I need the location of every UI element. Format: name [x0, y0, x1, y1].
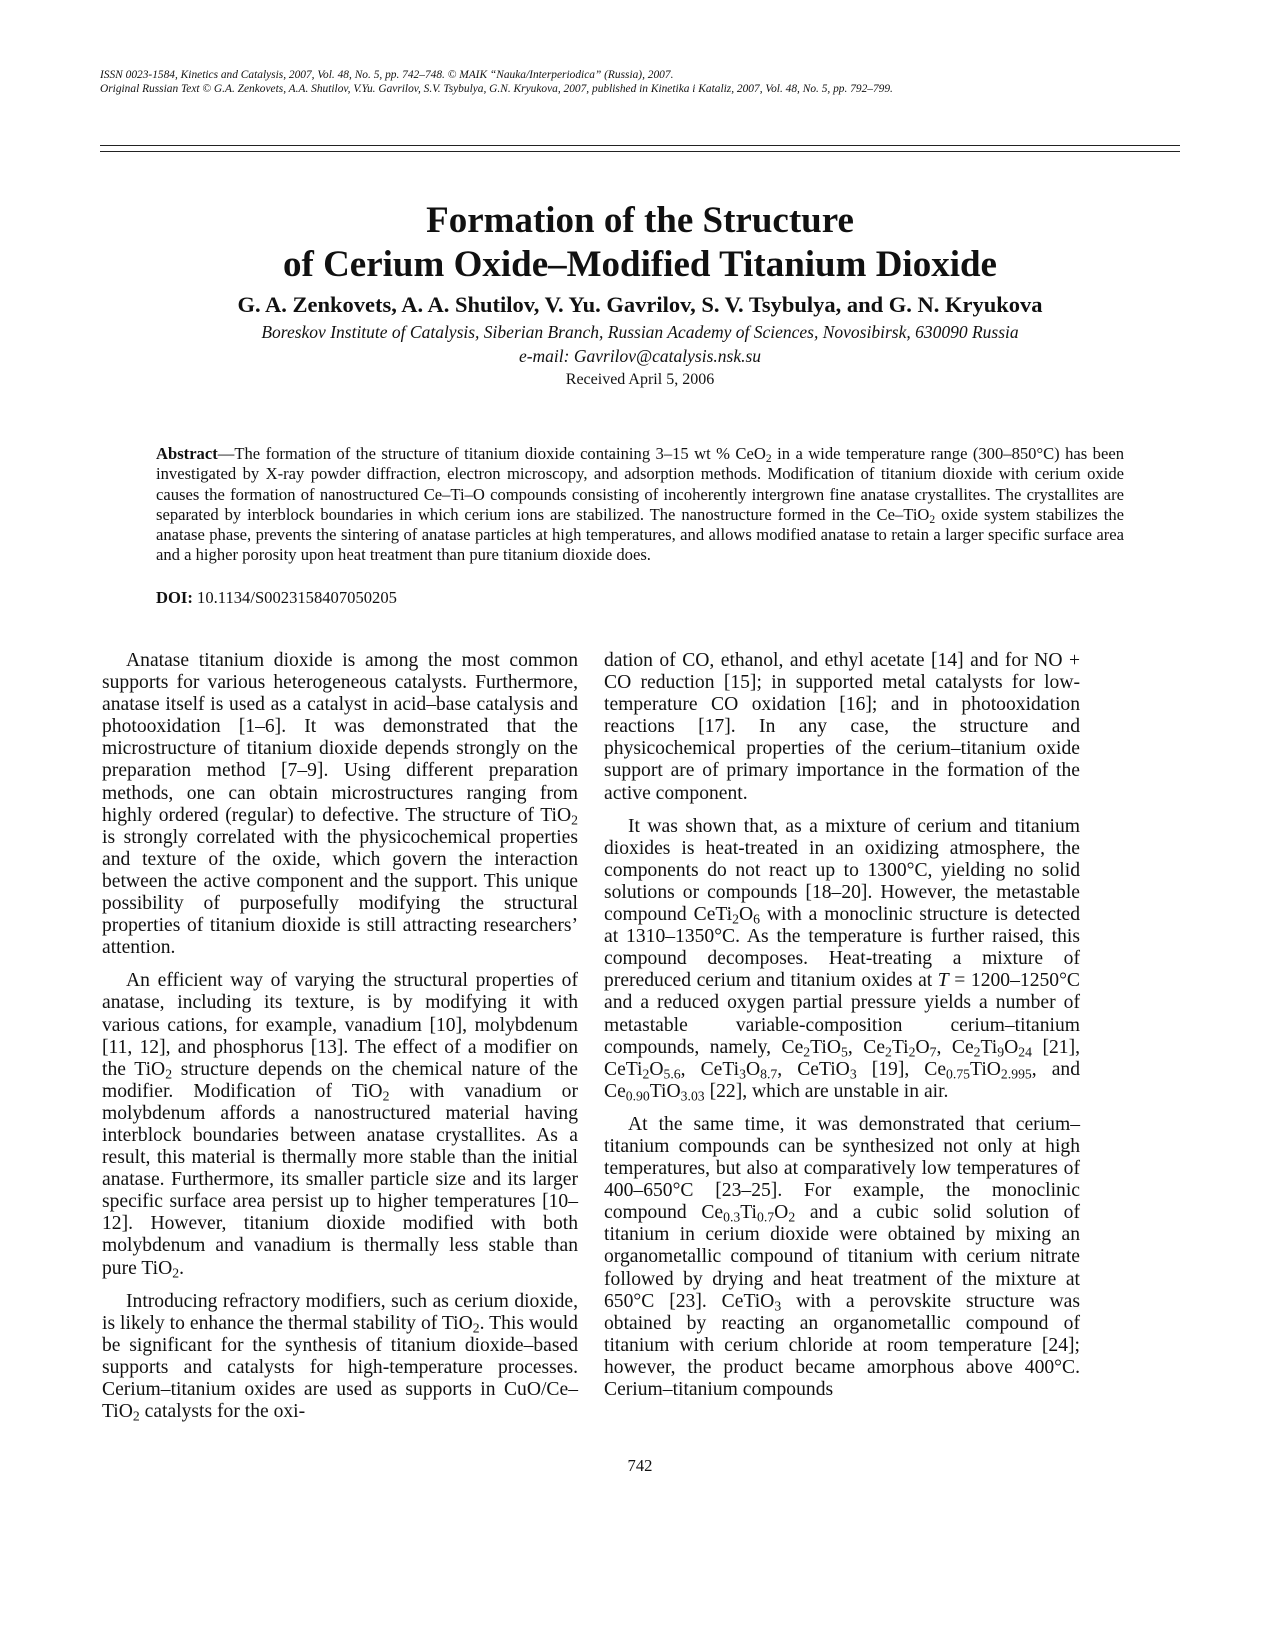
abstract: Abstract—The formation of the structure of titanium dioxide containing 3–15 wt % CeO$_2$ in a wide temperature range (300–850°C) has been investigated by X-ray powder diffraction, electron microscopy, and adsorption methods. Modification of titanium dioxide with cerium oxide causes the formation of nanostructured Ce–Ti–O compounds consisting of incoherently intergrown fine anatase crystallites. The crystallites are separated by interblock boundaries in which cerium ions are stabilized. The nanostructure formed in the Ce–TiO$_2$ oxide system stabilizes the anatase phase, prevents the sintering of anatase particles at high temperatures, and allows modified anatase to retain a larger specific surface area and a higher porosity upon heat treatment than pure titanium dioxide does.: [156, 444, 1124, 565]
body-column-left: [102, 650, 578, 1434]
paragraph: It was shown that, as a mixture of cerium and titanium dioxides is heat-treated in an oxidizing atmosphere, the components do not react up to 1300°C, yielding no solid solutions or compounds [18–20]. However, the metastable compound $CeTi_2O_6$ with a monoclinic structure is detected at 1310–1350°C. As the temperature is further raised, this compound decomposes. Heat-treating a mixture of prereduced cerium and titanium oxides at T = 1200–1250°C and a reduced oxygen partial pressure yields a number of metastable variable-composition cerium–titanium compounds, namely, $Ce_2TiO_5$, $Ce_2Ti_2O_7$, $Ce_2Ti_9O_{24}$ [21], $CeTi_2O_{5.6}$, $CeTi_3O_{8.7}$, CeTiO$_3$ [19], $Ce_{0.75}TiO_{2.995}$, and $Ce_{0.90}TiO_{3.03}$ [22], which are unstable in air.: [604, 815, 1081, 1104]
paragraph: Anatase titanium dioxide is among the most common supports for various heterogeneous catalysts. Furthermore, anatase itself is used as a catalyst in acid–base catalysis and photooxidation [1–6]. It was demonstrated that the microstructure of titanium dioxide depends strongly on the preparation method [7–9]. Using different preparation methods, one can obtain microstructures ranging from highly ordered (regular) to defective. The structure of TiO$_2$ is strongly correlated with the physicochemical properties and texture of the oxide, which govern the interaction between the active component and the support. This unique possibility of purposefully modifying the structural properties of titanium dioxide is still attracting researchers’ attention.: [102, 650, 578, 959]
contact-email[interactable]: e-mail: Gavrilov@catalysis.nsk.su: [518, 346, 762, 366]
paragraph: An efficient way of varying the structural properties of anatase, including its texture, is by modifying it with various cations, for example, vanadium [10], molybdenum [11, 12], and phosphorus [13]. The effect of a modifier on the TiO$_2$ structure depends on the chemical nature of the modifier. Modification of TiO$_2$ with vanadium or molybdenum affords a nanostructured material having interblock boundaries between anatase crystallites. As a result, this material is thermally more stable than the initial anatase. Furthermore, its smaller particle size and its larger specific surface area persist up to higher temperatures [10–12]. However, titanium dioxide modified with both molybdenum and vanadium is thermally less stable than pure TiO$_2$.: [102, 970, 579, 1280]
page-number: 742: [627, 1456, 653, 1475]
author-list: G. A. Zenkovets, A. A. Shutilov, V. Yu. Gavrilov, S. V. Tsybulya, and G. N. Kryukova: [237, 292, 1043, 317]
paragraph: At the same time, it was demonstrated that cerium–titanium compounds can be synthesized not only at high temperatures, but also at comparatively low temperatures of 400–650°C [23–25]. For example, the monoclinic compound $Ce_{0.3}Ti_{0.7}O_2$ and a cubic solid solution of titanium in cerium dioxide were obtained by mixing an organometallic compound of titanium with cerium nitrate followed by drying and heat treatment of the mixture at 650°C [23]. CeTiO$_3$ with a perovskite structure was obtained by reacting an organometallic compound of titanium with cerium chloride at room temperature [24]; however, the product became amorphous above 400°C. Cerium–titanium compounds: [604, 1113, 1080, 1400]
doi-value[interactable]: 10.1134/S0023158407050205: [197, 588, 397, 607]
paragraph: dation of CO, ethanol, and ethyl acetate [14] and for NO + CO reduction [15]; in supported metal catalysts for low-temperature CO oxidation [16]; and in photooxidation reactions [17]. In any case, the structure and physicochemical properties of the cerium–titanium oxide support are of primary importance in the formation of the active component.: [604, 650, 1080, 804]
header-line-2: Original Russian Text © G.A. Zenkovets, A.A. Shutilov, V.Yu. Gavrilov, S.V. Tsybulya, G.N. Kryukova, 2007, published in Kinetika i Kataliz, 2007, Vol. 48, No. 5, pp. 792–799.: [100, 83, 893, 95]
paragraph: Introducing refractory modifiers, such as cerium dioxide, is likely to enhance the thermal stability of TiO$_2$. This would be significant for the synthesis of titanium dioxide–based supports and catalysts for high-temperature processes. Cerium–titanium oxides are used as supports in CuO/Ce–TiO$_2$ catalysts for the oxi-: [102, 1290, 578, 1424]
title-line-1: Formation of the Structure: [426, 200, 854, 241]
doi-label: DOI:: [156, 588, 193, 607]
journal-header: [100, 68, 1180, 96]
header-rule-top: [100, 145, 1180, 146]
abstract-label: Abstract: [156, 444, 218, 463]
header-rule-bottom: [100, 151, 1180, 152]
received-date: Received April 5, 2006: [565, 371, 715, 388]
affiliation: Boreskov Institute of Catalysis, Siberian Branch, Russian Academy of Sciences, Novosibirsk, 630090 Russia: [261, 322, 1019, 342]
body-column-right: [604, 650, 1080, 1412]
title-line-2: of Cerium Oxide–Modified Titanium Dioxide: [283, 244, 997, 285]
doi: [156, 588, 397, 608]
header-line-1: ISSN 0023-1584, Kinetics and Catalysis, 2007, Vol. 48, No. 5, pp. 742–748. © MAIK “Nauka/Interperiodica” (Russia), 2007.: [100, 69, 674, 81]
article-title: [100, 199, 1180, 287]
